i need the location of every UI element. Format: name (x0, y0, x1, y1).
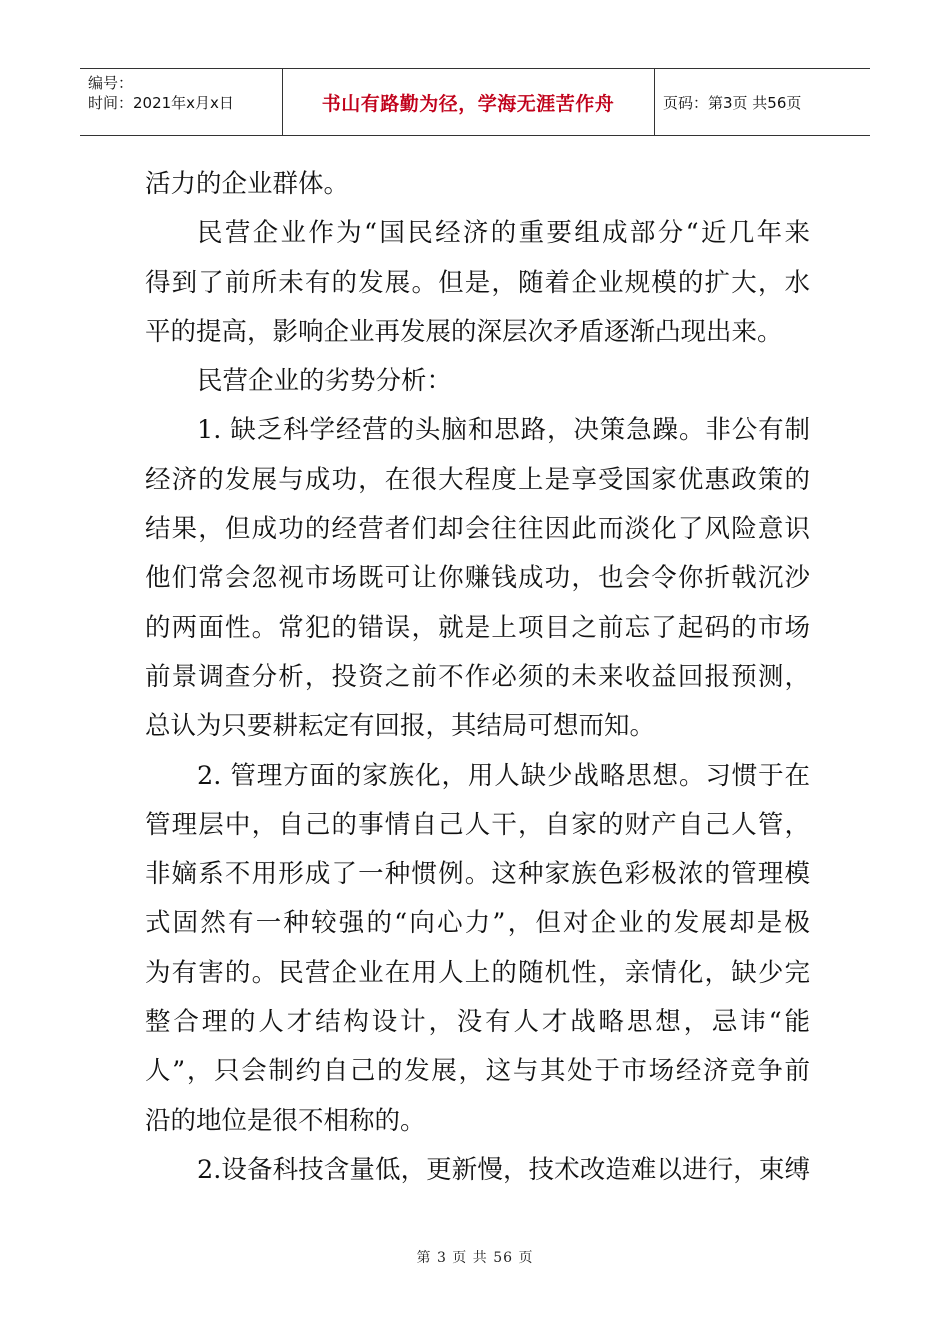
header-motto: 书山有路勤为径，学海无涯苦作舟 (321, 92, 615, 115)
body-line: 管理层中，自己的事情自己人干，自家的财产自己人管， (145, 809, 810, 840)
header-page-info: 页码：第3页 共56页 (663, 93, 802, 112)
body-line: 平的提高，影响企业再发展的深层次矛盾逐渐凸现出来。 (145, 316, 783, 347)
body-line: 结果，但成功的经营者们却会往往因此而淡化了风险意识 (145, 514, 810, 545)
header-divider-right (654, 69, 655, 135)
body-line: 活力的企业群体。 (145, 169, 350, 199)
body-line: 非嫡系不用形成了一种惯例。这种家族色彩极浓的管理模 (145, 859, 810, 890)
document-body (145, 160, 810, 1195)
body-line: 式固然有一种较强的“向心力”，但对企业的发展却是极 (145, 908, 810, 939)
page-header (80, 68, 870, 136)
body-line: 沿的地位是很不相称的。 (145, 1105, 426, 1136)
body-line: 1. 缺乏科学经营的头脑和思路，决策急躁。非公有制 (197, 415, 810, 446)
body-line: 2. 管理方面的家族化，用人缺少战略思想。习惯于在 (197, 760, 810, 791)
body-line: 总认为只要耕耘定有回报，其结局可想而知。 (145, 711, 656, 742)
header-meta (88, 73, 234, 113)
body-line: 前景调查分析，投资之前不作必须的未来收益回报预测， (145, 661, 810, 692)
body-line: 的两面性。常犯的错误，就是上项目之前忘了起码的市场 (145, 612, 810, 643)
document-number-label: 编号： (88, 74, 134, 92)
body-line: 人”，只会制约自己的发展，这与其处于市场经济竞争前 (145, 1056, 810, 1087)
body-line: 他们常会忽视市场既可让你赚钱成功，也会令你折戟沉沙 (145, 563, 810, 594)
body-line: 民营企业作为“国民经济的重要组成部分“近几年来 (197, 218, 810, 249)
body-line: 2.设备科技含量低，更新慢，技术改造难以进行，束缚 (197, 1154, 810, 1185)
body-line: 为有害的。民营企业在用人上的随机性，亲情化，缺少完 (145, 957, 810, 988)
body-line: 得到了前所未有的发展。但是，随着企业规模的扩大，水 (145, 267, 810, 298)
body-line: 经济的发展与成功，在很大程度上是享受国家优惠政策的 (145, 464, 810, 495)
body-line: 民营企业的劣势分析： (197, 366, 453, 397)
document-time-label: 时间：2021年x月x日 (88, 94, 234, 112)
body-line: 整合理的人才结构设计，没有人才战略思想，忌讳“能 (145, 1007, 810, 1038)
page-footer: 第 3 页 共 56 页 (416, 1250, 534, 1266)
